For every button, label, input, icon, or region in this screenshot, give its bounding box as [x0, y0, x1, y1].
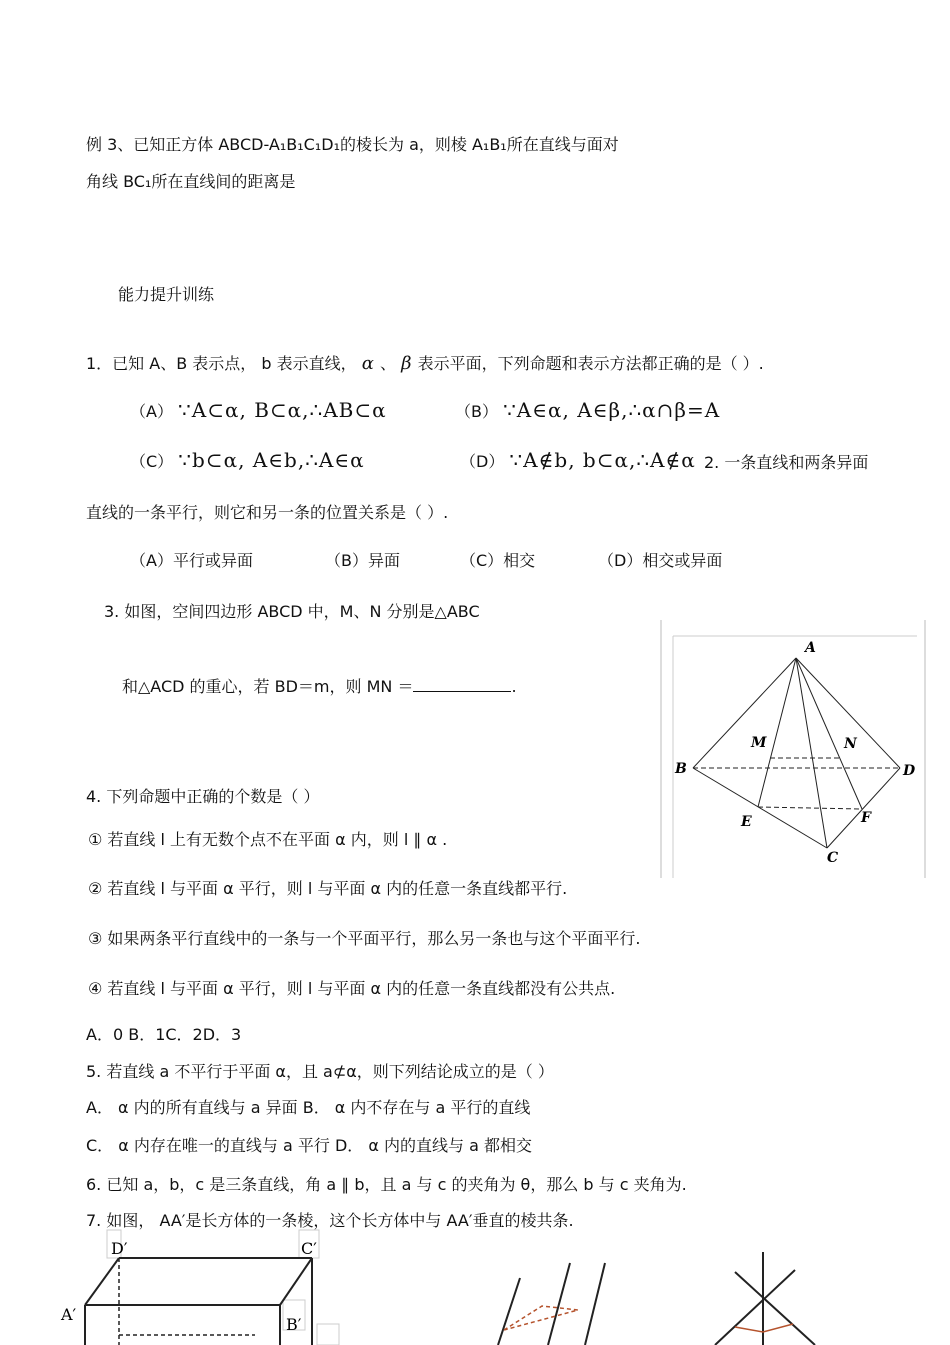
q3-line1: 3. 如图，空间四边形 ABCD 中，M、N 分别是△ABC — [104, 602, 480, 621]
q1-option-b — [455, 400, 720, 420]
tetrahedron-figure — [655, 620, 935, 880]
q4-item-2: ② 若直线 l 与平面 α 平行，则 l 与平面 α 内的任意一条直线都平行. — [88, 879, 568, 898]
option-formula: ∵A⊂α, B⊂α,∴AB⊂α — [178, 398, 387, 422]
section-title: 能力提升训练 — [118, 285, 215, 304]
q4-item-4: ④ 若直线 l 与平面 α 平行，则 l 与平面 α 内的任意一条直线都没有公共点. — [88, 979, 616, 998]
line-3 — [585, 1263, 605, 1345]
q5-options-cd: C． α 内存在唯一的直线与 a 平行 D． α 内的直线与 a 都相交 — [86, 1136, 532, 1155]
q2-option-a: （A）平行或异面 — [130, 551, 253, 570]
q3-line2-text: 和△ACD 的重心，若 BD＝m，则 MN ＝ — [122, 677, 414, 696]
line-2 — [548, 1263, 570, 1345]
label-c: C — [827, 850, 839, 866]
q3-end: . — [511, 677, 517, 696]
option-formula: ∵b⊂α, A∈b,∴A∈α — [178, 448, 365, 472]
q1-suffix: 表示平面，下列命题和表示方法都正确的是（ ）. — [417, 354, 764, 373]
line-1 — [498, 1278, 520, 1345]
median-ae — [758, 658, 796, 807]
q4-item-3: ③ 如果两条平行直线中的一条与一个平面平行，那么另一条也与这个平面平行. — [88, 929, 641, 948]
q5-stem: 5. 若直线 a 不平行于平面 α，且 a⊄α，则下列结论成立的是（ ） — [86, 1062, 554, 1081]
q1-option-d — [460, 450, 696, 470]
label-b-prime: B′ — [286, 1315, 302, 1334]
q4-item-1: ① 若直线 l 上有无数个点不在平面 α 内，则 l ∥ α . — [88, 830, 448, 849]
label-n: N — [844, 736, 857, 752]
cuboid-figure — [55, 1228, 355, 1345]
label-a: A — [805, 640, 816, 656]
q4-stem: 4. 下列命题中正确的个数是（ ） — [86, 787, 320, 806]
q1-beta: β — [401, 353, 413, 374]
q2-option-c: （C）相交 — [460, 551, 536, 570]
label-d-prime: D′ — [111, 1239, 128, 1258]
label-box-extra — [317, 1324, 339, 1345]
label-b: B — [675, 761, 687, 777]
parallel-lines-figure — [490, 1258, 640, 1345]
diagonal-line-2 — [715, 1270, 795, 1345]
q3-line2 — [122, 677, 517, 695]
edge-cb — [280, 1258, 312, 1305]
example3-line2: 角线 BC₁所在直线间的距离是 — [86, 172, 296, 191]
label-e: E — [741, 814, 752, 830]
option-label: （D） — [460, 452, 505, 471]
label-c-prime: C′ — [301, 1239, 317, 1258]
q1-option-a — [130, 400, 387, 420]
edge-ab — [693, 658, 796, 768]
q1-prefix: 1．已知 A、B 表示点， b 表示直线， — [86, 354, 357, 373]
q7-text: 7. 如图， AA′是长方体的一条棱，这个长方体中与 AA′垂直的棱共条. — [86, 1211, 574, 1230]
q4-answers: A．0 B．1C．2D．3 — [86, 1025, 242, 1044]
q2-cont: 直线的一条平行，则它和另一条的位置关系是（ ）. — [86, 503, 449, 522]
label-f: F — [861, 810, 871, 826]
segment-ef — [758, 807, 862, 809]
q2-option-d: （D）相交或异面 — [598, 551, 723, 570]
option-label: （B） — [455, 402, 498, 421]
q2-option-b: （B）异面 — [325, 551, 400, 570]
option-formula: ∵A∈α, A∈β,∴α∩β=A — [503, 398, 721, 422]
example3-line1: 例 3、已知正方体 ABCD-A₁B₁C₁D₁的棱长为 a，则棱 A₁B₁所在直线与面对 — [86, 135, 619, 154]
q1-stem — [86, 355, 764, 373]
q6-text: 6. 已知 a，b，c 是三条直线，角 a ∥ b，且 a 与 c 的夹角为 θ，那么 b 与 c 夹角为. — [86, 1175, 687, 1194]
q1-option-c — [130, 450, 365, 470]
q1-alpha: α — [361, 353, 375, 374]
edge-da — [85, 1258, 119, 1305]
edge-cd — [827, 768, 900, 848]
q2-start: 2. 一条直线和两条异面 — [704, 453, 869, 472]
diagonal-line-1 — [735, 1272, 815, 1345]
option-label: （C） — [130, 452, 174, 471]
label-m: M — [751, 735, 767, 751]
label-a-prime: A′ — [61, 1305, 77, 1324]
crossing-lines-figure — [705, 1252, 825, 1345]
option-formula: ∵A∉b, b⊂α,∴A∉α — [509, 448, 696, 472]
option-label: （A） — [130, 402, 173, 421]
q1-sep: 、 — [379, 354, 396, 373]
answer-blank — [413, 677, 511, 692]
label-d: D — [903, 763, 916, 779]
q5-options-ab: A． α 内的所有直线与 a 异面 B． α 内不存在与 a 平行的直线 — [86, 1098, 531, 1117]
dashed-triangle — [504, 1306, 578, 1330]
median-af — [796, 658, 862, 809]
